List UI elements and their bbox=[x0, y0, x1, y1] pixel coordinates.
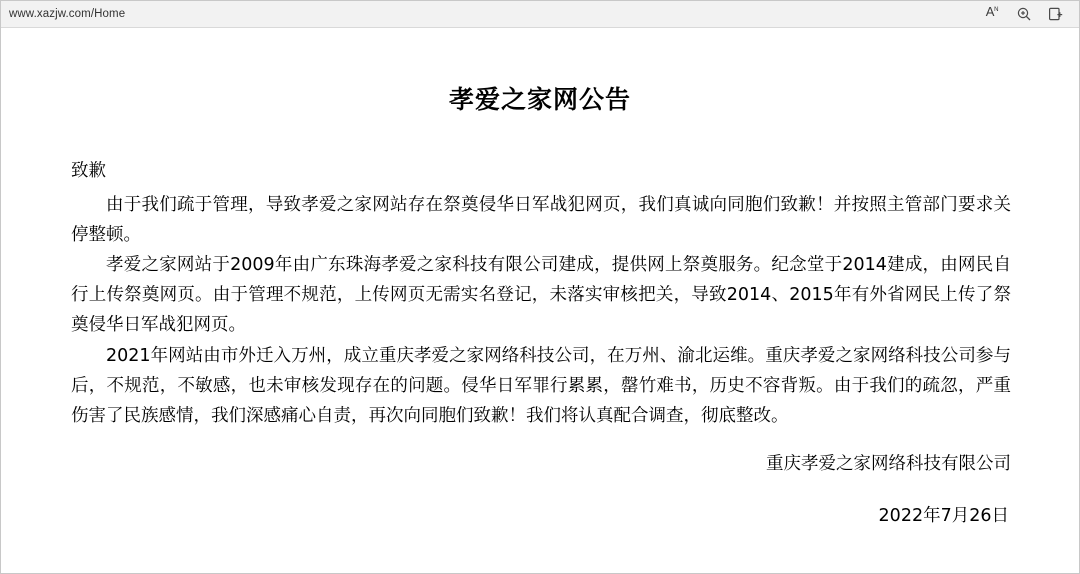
salutation: 致歉 bbox=[71, 161, 106, 181]
address-bar[interactable]: www.xazjw.com/Home bbox=[9, 8, 126, 20]
paragraph-3: 2021年网站由市外迁入万州，成立重庆孝爱之家网络科技公司，在万州、渝北运维。重庆孝爱之家网络科技公司参与后，不规范，不敏感，也未审核发现存在的问题。侵华日军罪行累累，罄竹难书，历史不容背叛。由于我们的疏忽，严重伤害了民族感情，我们深感痛心自责，再次向同胞们致歉！我们将认真配合调查，彻底整改。 bbox=[71, 345, 1011, 426]
signature-date: 2022年7月26日 bbox=[878, 505, 1009, 526]
announcement-body bbox=[37, 156, 1043, 531]
page-content bbox=[1, 28, 1079, 573]
add-to-collections-icon[interactable] bbox=[1047, 5, 1065, 23]
announcement-document bbox=[1, 28, 1079, 531]
toolbar-actions bbox=[983, 5, 1071, 23]
browser-toolbar bbox=[1, 1, 1079, 28]
signature-company: 重庆孝爱之家网络科技有限公司 bbox=[766, 453, 1011, 474]
page-title: 孝爱之家网公告 bbox=[448, 85, 631, 114]
paragraph-2: 孝爱之家网站于2009年由广东珠海孝爱之家科技有限公司建成，提供网上祭奠服务。纪念堂于2014建成，由网民自行上传祭奠网页。由于管理不规范，上传网页无需实名登记，未落实审核把关，导致2014、2015年有外省网民上传了祭奠侵华日军战犯网页。 bbox=[71, 255, 1011, 336]
zoom-in-icon[interactable] bbox=[1015, 5, 1033, 23]
paragraph-1: 由于我们疏于管理，导致孝爱之家网站存在祭奠侵华日军战犯网页，我们真诚向同胞们致歉！并按照主管部门要求关停整顿。 bbox=[71, 195, 1011, 246]
read-aloud-icon[interactable]: A ᴺ bbox=[985, 4, 999, 19]
